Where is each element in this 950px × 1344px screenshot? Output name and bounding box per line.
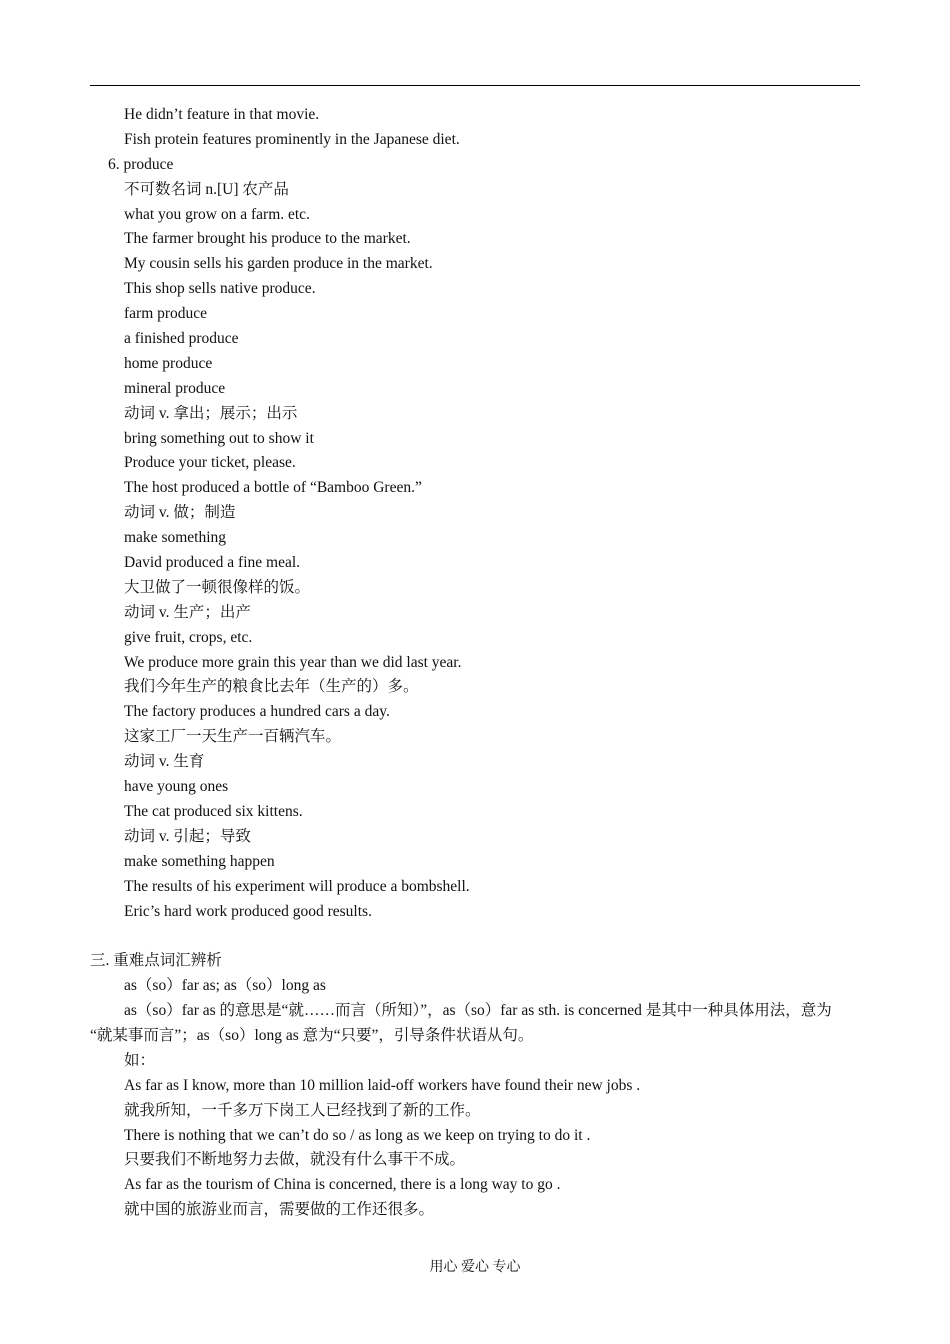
explanation-line-1: as（so）far as 的意思是“就……而言（所知）”，as（so）far as sth. is concerned 是其中一种具体用法，意为 — [124, 1002, 832, 1020]
produce-line: 动词 v. 生产；出产 — [124, 603, 251, 621]
produce-line: a finished produce — [124, 330, 239, 348]
example-line: 只要我们不断地努力去做，就没有什么事干不成。 — [124, 1151, 466, 1169]
produce-line: This shop sells native produce. — [124, 280, 316, 298]
section-3-subtitle: as（so）far as; as（so）long as — [124, 977, 326, 995]
produce-line: David produced a fine meal. — [124, 554, 301, 572]
produce-line: The cat produced six kittens. — [124, 802, 303, 820]
produce-line: The host produced a bottle of “Bamboo Green.” — [124, 479, 422, 497]
produce-line: have young ones — [124, 778, 229, 796]
header-rule — [90, 85, 860, 86]
example-line: He didn’t feature in that movie. — [124, 106, 320, 123]
produce-line: 不可数名词 n.[U] 农产品 — [124, 180, 289, 198]
continued-examples — [0, 103, 950, 153]
explanation-line-2: “就某事而言”；as（so）long as 意为“只要”，引导条件状语从句。 — [90, 1026, 534, 1044]
produce-entry — [0, 178, 950, 925]
example-line: 就我所知，一千多万下岗工人已经找到了新的工作。 — [124, 1101, 481, 1119]
example-line: There is nothing that we can’t do so / as long as we keep on trying to do it . — [124, 1126, 591, 1144]
produce-line: The results of his experiment will produce a bombshell. — [124, 877, 470, 895]
produce-line: what you grow on a farm. etc. — [124, 205, 310, 223]
produce-line: My cousin sells his garden produce in the market. — [124, 255, 433, 273]
produce-line: We produce more grain this year than we did last year. — [124, 653, 462, 671]
produce-line: Eric’s hard work produced good results. — [124, 902, 372, 920]
produce-line: Produce your ticket, please. — [124, 454, 296, 472]
produce-line: 动词 v. 做；制造 — [124, 504, 236, 522]
produce-line: 这家工厂一天生产一百辆汽车。 — [124, 728, 342, 746]
page-footer: 用心 爱心 专心 — [429, 1260, 521, 1275]
example-line: 如： — [124, 1051, 156, 1069]
produce-line: 我们今年生产的粮食比去年（生产的）多。 — [124, 678, 419, 696]
produce-line: farm produce — [124, 305, 208, 323]
section-3-examples — [0, 1049, 950, 1223]
produce-line: make something — [124, 529, 227, 547]
section-3-title: 三. 重难点词汇辨析 — [90, 952, 222, 970]
produce-line: The factory produces a hundred cars a day. — [124, 703, 390, 721]
produce-line: mineral produce — [124, 379, 226, 397]
produce-line: home produce — [124, 354, 213, 372]
example-line: Fish protein features prominently in the Japanese diet. — [124, 130, 460, 148]
example-line: 就中国的旅游业而言，需要做的工作还很多。 — [124, 1201, 435, 1219]
produce-line: 大卫做了一顿很像样的饭。 — [124, 578, 311, 596]
produce-line: make something happen — [124, 852, 275, 870]
produce-line: give fruit, crops, etc. — [124, 628, 253, 646]
blank-line — [0, 924, 950, 949]
example-line: As far as I know, more than 10 million laid-off workers have found their new jobs . — [124, 1076, 641, 1094]
produce-line: 动词 v. 引起；导致 — [124, 827, 251, 845]
document-body — [0, 103, 950, 1223]
produce-line: 动词 v. 生育 — [124, 753, 205, 771]
example-line: As far as the tourism of China is concerned, there is a long way to go . — [124, 1176, 561, 1194]
produce-line: bring something out to show it — [124, 429, 314, 447]
produce-heading: 6. produce — [108, 155, 174, 173]
produce-line: The farmer brought his produce to the market. — [124, 230, 411, 248]
produce-line: 动词 v. 拿出；展示；出示 — [124, 404, 298, 422]
section-3-explanation — [0, 999, 860, 1049]
